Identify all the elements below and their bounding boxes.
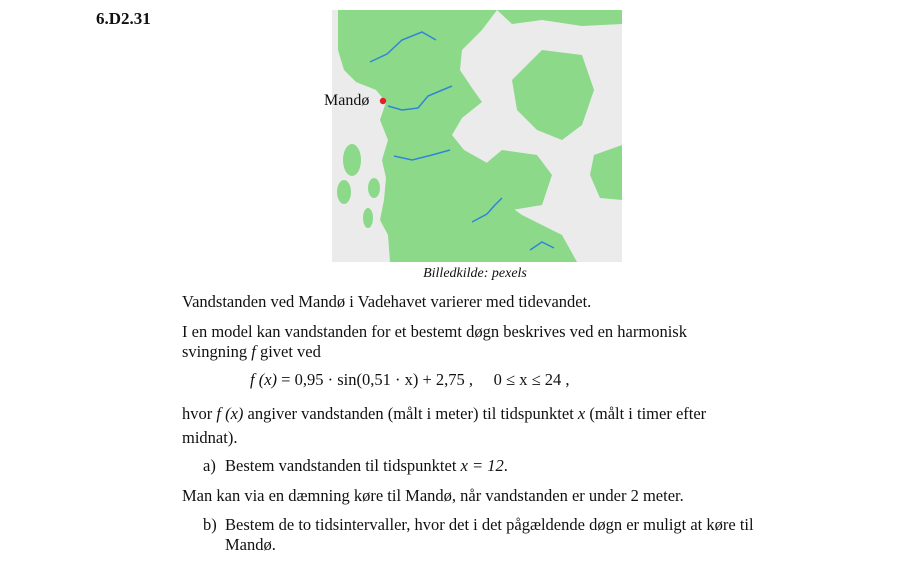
explain-x: x [577, 404, 586, 423]
explain-post: (målt i timer efter midnat). [182, 404, 707, 447]
model-text-1: I en model kan vandstanden for et bestemt døgn beskrives ved en harmonisk svingning [182, 322, 687, 361]
formula-domain: 0 ≤ x ≤ 24 , [493, 370, 570, 389]
formula-lhs: f (x) [250, 370, 278, 389]
question-b-text: Bestem de to tidsintervaller, hvor det i det pågældende døgn er muligt at køre til Mandø. [225, 515, 754, 554]
explain-fx: f (x) [216, 404, 244, 423]
question-a-expr: x = 12 [460, 456, 504, 475]
map-image [332, 10, 622, 262]
explain-paragraph [182, 402, 742, 450]
map-land-isle-4 [363, 208, 373, 228]
question-b [203, 515, 763, 559]
map-land-isle-2 [337, 180, 351, 204]
question-a-end: . [503, 456, 508, 475]
model-var: f [251, 342, 256, 361]
explain-mid: angiver vandstanden (målt i meter) til tidspunktet [243, 404, 578, 423]
formula [250, 370, 570, 390]
problem-id: 6.D2.31 [96, 9, 151, 28]
intro-paragraph: Vandstanden ved Mandø i Vadehavet varierer med tidevandet. [182, 292, 592, 311]
mando-marker [380, 98, 386, 104]
model-paragraph [182, 322, 742, 362]
explain-pre: hvor [182, 404, 217, 423]
question-a-text: Bestem vandstanden til tidspunktet [225, 456, 461, 475]
question-a-label: a) [203, 456, 216, 475]
model-text-2: givet ved [255, 342, 321, 361]
dam-paragraph: Man kan via en dæmning køre til Mandø, når vandstanden er under 2 meter. [182, 486, 684, 505]
image-caption: Billedkilde: pexels [423, 266, 527, 281]
map-land-isle-1 [343, 144, 361, 176]
question-b-label: b) [203, 515, 217, 534]
map-place-label: Mandø [324, 92, 370, 109]
map-land-isle-3 [368, 178, 380, 198]
formula-rhs: = 0,95 · sin(0,51 · x) + 2,75 , [277, 370, 474, 389]
question-a [203, 456, 763, 478]
